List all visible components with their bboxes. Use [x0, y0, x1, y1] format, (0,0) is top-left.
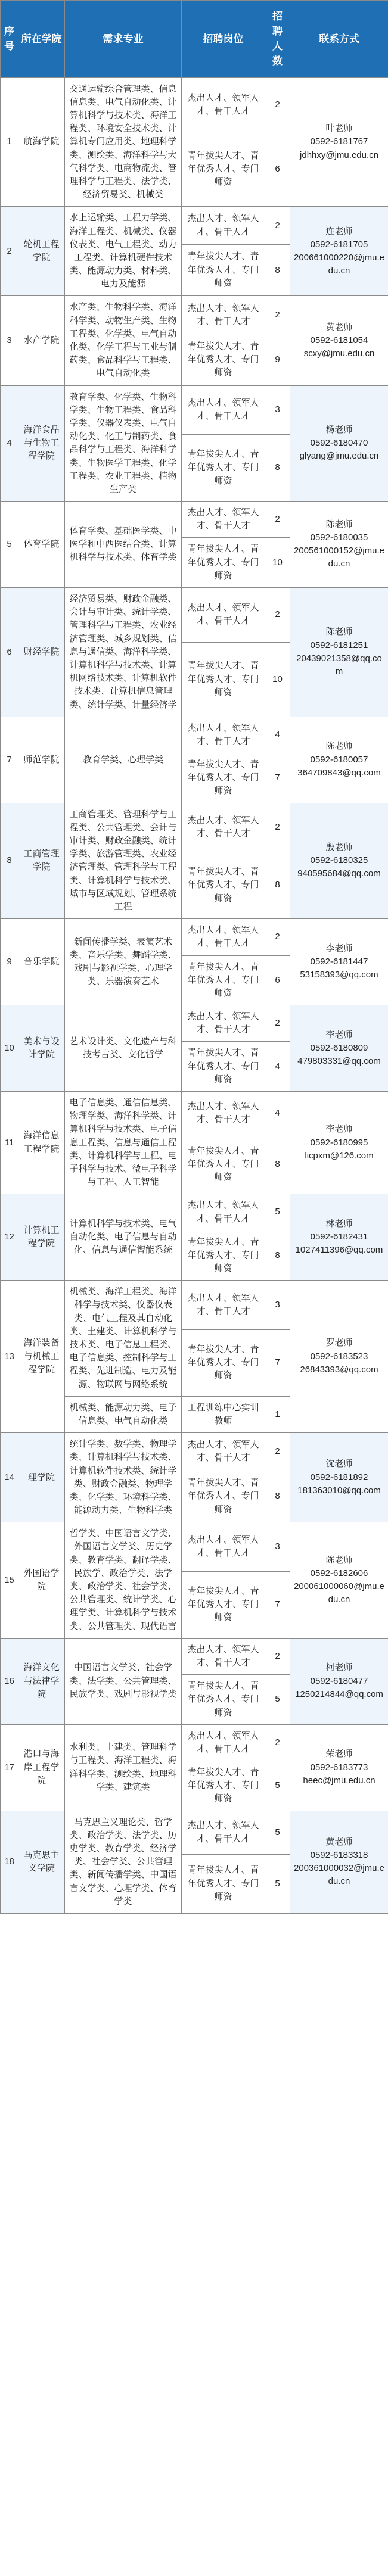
college-name: 财经学院: [18, 588, 65, 717]
position-type: 杰出人才、领军人才、骨干人才: [182, 1005, 265, 1042]
contact-phone: 0592-6180057: [310, 754, 368, 765]
contact-email: jdhhxy@jmu.edu.cn: [300, 149, 378, 160]
contact-email: 53158393@qq.com: [300, 970, 378, 980]
row-number: 8: [1, 803, 18, 919]
table-row: [1, 1092, 388, 1135]
table-row: [1, 385, 388, 434]
table-row: [1, 1638, 388, 1674]
position-type: 青年拔尖人才、青年优秀人才、专门师资: [182, 1329, 265, 1396]
hiring-count: 4: [265, 1042, 290, 1092]
contact-name: 李老师: [325, 1029, 353, 1040]
table-row: [1, 803, 388, 852]
position-type: 杰出人才、领军人才、骨干人才: [182, 77, 265, 132]
row-number: 1: [1, 77, 18, 207]
hiring-count: 1: [265, 1396, 290, 1432]
table-row: [1, 207, 388, 245]
position-type: 杰出人才、领军人才、骨干人才: [182, 296, 265, 334]
contact-phone: 0592-6182606: [310, 1568, 368, 1578]
contact-name: 殷老师: [325, 842, 353, 853]
contact-email: scxy@jmu.edu.cn: [303, 348, 375, 359]
contact-name: 林老师: [325, 1219, 353, 1229]
position-type: 青年拔尖人才、青年优秀人才、专门师资: [182, 1761, 265, 1811]
contact-name: 罗老师: [325, 1338, 353, 1348]
table-header-row: [1, 1, 388, 78]
contact-phone: 0592-6180325: [310, 855, 368, 866]
hiring-count: 8: [265, 1471, 290, 1522]
hiring-count: 8: [265, 1231, 290, 1281]
contact-info: [290, 1811, 388, 1913]
header-college: 所在学院: [18, 1, 65, 78]
college-name: 轮机工程学院: [18, 207, 65, 296]
contact-email: 200361000032@jmu.edu.cn: [293, 1863, 384, 1887]
contact-email: 1250214844@qq.com: [295, 1689, 383, 1699]
position-type: 杰出人才、领军人才、骨干人才: [182, 1433, 265, 1471]
contact-name: 李老师: [325, 943, 353, 954]
contact-email: 940595684@qq.com: [297, 868, 381, 879]
required-majors: 水上运输类、工程力学类、海洋工程类、机械类、仪器仪表类、电气工程类、动力工程类、计算机硬件技术类、能源动力类、材料类、电力及能源: [65, 207, 182, 296]
required-majors: 教育学类、化学类、生物科学类、生物工程类、食品科学类、仪器仪表类、电气自动化类、化工与制药类、食品科学与工程类、海洋科学类、生物医学工程类、化学工程类、农业工程类、植物生产类: [65, 385, 182, 502]
position-type: 杰出人才、领军人才、骨干人才: [182, 1281, 265, 1329]
contact-email: 200661000220@jmu.edu.cn: [293, 252, 384, 276]
hiring-count: 10: [265, 642, 290, 717]
college-name: 工商管理学院: [18, 803, 65, 919]
contact-name: 黄老师: [325, 1836, 353, 1847]
hiring-count: 4: [265, 717, 290, 753]
header-no: 序号: [1, 1, 18, 78]
contact-phone: 0592-6183773: [310, 1762, 368, 1773]
contact-name: 陈老师: [325, 519, 353, 529]
hiring-count: 5: [265, 1675, 290, 1725]
contact-name: 杨老师: [325, 425, 353, 435]
position-type: 工程训练中心实训教师: [182, 1396, 265, 1432]
required-majors: 教育学类、心理学类: [65, 717, 182, 803]
contact-info: [290, 1281, 388, 1433]
contact-name: 陈老师: [325, 741, 353, 752]
contact-email: 26843393@qq.com: [300, 1364, 378, 1375]
row-number: 11: [1, 1092, 18, 1194]
hiring-count: 2: [265, 1005, 290, 1042]
hiring-count: 2: [265, 1433, 290, 1471]
position-type: 杰出人才、领军人才、骨干人才: [182, 1092, 265, 1135]
required-majors: 工商管理类、管理科学与工程类、公共管理类、会计与审计类、财政金融类、统计学类、旅游管理类、农业经济管理类、管理科学与工程类、计算机科学与技术类、城市与区域规划、管理系统工程: [65, 803, 182, 919]
table-row: [1, 502, 388, 538]
contact-info: [290, 1724, 388, 1811]
row-number: 4: [1, 385, 18, 502]
hiring-count: 10: [265, 538, 290, 588]
college-name: 海洋信息工程学院: [18, 1092, 65, 1194]
table-row: [1, 588, 388, 643]
contact-email: 479803331@qq.com: [297, 1056, 381, 1067]
contact-email: 200561000152@jmu.edu.cn: [293, 546, 384, 569]
required-majors: 计算机科学与技术类、电气自动化类、电子信息与自动化、信息与通信智能系统: [65, 1194, 182, 1281]
college-name: 海洋装备与机械工程学院: [18, 1281, 65, 1433]
table-row: [1, 919, 388, 955]
hiring-count: 5: [265, 1811, 290, 1854]
row-number: 18: [1, 1811, 18, 1913]
contact-name: 连老师: [325, 226, 353, 236]
contact-info: [290, 1638, 388, 1724]
contact-email: 20439021358@qq.com: [296, 653, 382, 677]
table-row: [1, 1433, 388, 1471]
required-majors: 机械类、能源动力类、电子信息类、电气自动化类: [65, 1396, 182, 1432]
contact-info: [290, 1522, 388, 1639]
row-number: 10: [1, 1005, 18, 1092]
required-majors: 交通运输综合管理类、信息信息类、电气自动化类、计算机科学与技术类、海洋工程类、环境安全技术类、计算机专门应用类、地理科学类、测绘类、海洋科学与大气科学类、电商物流类、管理科学与工程类、法学类、经济贸易类、机械类: [65, 77, 182, 207]
row-number: 13: [1, 1281, 18, 1433]
table-row: [1, 1811, 388, 1854]
contact-info: [290, 803, 388, 919]
contact-info: [290, 207, 388, 296]
table-row: [1, 717, 388, 753]
required-majors: 体育学类、基础医学类、中医学和中西医结合类、计算机科学与技术类、体育学类: [65, 502, 182, 588]
contact-phone: 0592-6183523: [310, 1351, 368, 1362]
contact-info: [290, 717, 388, 803]
table-row: [1, 1005, 388, 1042]
position-type: 杰出人才、领军人才、骨干人才: [182, 1522, 265, 1571]
row-number: 5: [1, 502, 18, 588]
contact-phone: 0592-6181892: [310, 1472, 368, 1482]
position-type: 青年拔尖人才、青年优秀人才、专门师资: [182, 753, 265, 803]
header-contact: 联系方式: [290, 1, 388, 78]
required-majors: 电子信息类、通信信息类、物理学类、海洋科学类、计算机科学与技术类、电子信息工程类、信息与通信工程类、计算机科学与工程、电子科学与技术、微电子科学与工程、人工智能: [65, 1092, 182, 1194]
contact-name: 叶老师: [325, 123, 353, 134]
position-type: 杰出人才、领军人才、骨干人才: [182, 1811, 265, 1854]
row-number: 16: [1, 1638, 18, 1724]
contact-phone: 0592-6180995: [310, 1137, 368, 1148]
row-number: 3: [1, 296, 18, 385]
hiring-count: 7: [265, 1571, 290, 1638]
position-type: 杰出人才、领军人才、骨干人才: [182, 717, 265, 753]
hiring-count: 3: [265, 385, 290, 434]
position-type: 杰出人才、领军人才、骨干人才: [182, 385, 265, 434]
contact-phone: 0592-6180809: [310, 1042, 368, 1053]
hiring-count: 2: [265, 919, 290, 955]
contact-info: [290, 77, 388, 207]
hiring-count: 2: [265, 588, 290, 643]
table-row: [1, 1724, 388, 1761]
college-name: 师范学院: [18, 717, 65, 803]
contact-info: [290, 1194, 388, 1281]
contact-phone: 0592-6182431: [310, 1232, 368, 1242]
hiring-count: 8: [265, 434, 290, 501]
contact-name: 陈老师: [325, 1555, 353, 1565]
table-row: [1, 1194, 388, 1231]
contact-phone: 0592-6181447: [310, 957, 368, 967]
college-name: 美术与设计学院: [18, 1005, 65, 1092]
hiring-count: 2: [265, 502, 290, 538]
position-type: 青年拔尖人才、青年优秀人才、专门师资: [182, 642, 265, 717]
row-number: 9: [1, 919, 18, 1005]
position-type: 青年拔尖人才、青年优秀人才、专门师资: [182, 1135, 265, 1194]
hiring-count: 5: [265, 1761, 290, 1811]
contact-phone: 0592-6181705: [310, 239, 368, 250]
contact-phone: 0592-6181251: [310, 640, 368, 650]
hiring-count: 3: [265, 1281, 290, 1329]
contact-name: 李老师: [325, 1124, 353, 1135]
position-type: 青年拔尖人才、青年优秀人才、专门师资: [182, 955, 265, 1005]
position-type: 青年拔尖人才、青年优秀人才、专门师资: [182, 1231, 265, 1281]
hiring-count: 7: [265, 753, 290, 803]
header-count: 招聘人数: [265, 1, 290, 78]
row-number: 14: [1, 1433, 18, 1522]
contact-name: 柯老师: [325, 1662, 353, 1673]
header-position: 招聘岗位: [182, 1, 265, 78]
contact-email: heec@jmu.edu.cn: [303, 1775, 375, 1786]
contact-email: 181363010@qq.com: [297, 1485, 381, 1496]
required-majors: 经济贸易类、财政金融类、会计与审计类、统计学类、管理科学与工程类、农业经济管理类、城乡规划类、信息与通信类、海洋科学类、计算机科学与技术类、计算机网络技术类、计算机软件技术类、计算机信息管理类、统计学类、计量经济学: [65, 588, 182, 717]
contact-phone: 0592-6181054: [310, 335, 368, 345]
required-majors: 新闻传播学类、表演艺术类、音乐学类、舞蹈学类、戏剧与影视学类、心理学类、乐器演奏艺术: [65, 919, 182, 1005]
position-type: 杰出人才、领军人才、骨干人才: [182, 919, 265, 955]
position-type: 杰出人才、领军人才、骨干人才: [182, 1638, 265, 1674]
table-row: [1, 296, 388, 334]
hiring-count: 5: [265, 1854, 290, 1913]
required-majors: 中国语言文学类、社会学类、法学类、公共管理类、民族学类、戏剧与影视学类: [65, 1638, 182, 1724]
hiring-count: 2: [265, 803, 290, 852]
college-name: 音乐学院: [18, 919, 65, 1005]
hiring-count: 2: [265, 207, 290, 245]
hiring-count: 4: [265, 1092, 290, 1135]
row-number: 2: [1, 207, 18, 296]
contact-info: [290, 588, 388, 717]
contact-info: [290, 385, 388, 502]
row-number: 15: [1, 1522, 18, 1639]
required-majors: 统计学类、数学类、物理学类、计算机科学与技术类、计算机软件技术类、统计学类、财政金融类、物理学类、化学类、环境科学类、能源动力类、生物科学类: [65, 1433, 182, 1522]
position-type: 青年拔尖人才、青年优秀人才、专门师资: [182, 1675, 265, 1725]
contact-info: [290, 1092, 388, 1194]
required-majors: 马克思主义理论类、哲学类、政治学类、法学类、历史学类、教育学类、经济学类、社会学类、公共管理类、新闻传播学类、中国语言文学类、心理学类、体育学类: [65, 1811, 182, 1913]
position-type: 青年拔尖人才、青年优秀人才、专门师资: [182, 244, 265, 296]
contact-phone: 0592-6181767: [310, 136, 368, 147]
position-type: 青年拔尖人才、青年优秀人才、专门师资: [182, 1854, 265, 1913]
contact-email: 200061000060@jmu.edu.cn: [293, 1581, 384, 1605]
required-majors: 哲学类、中国语言文学类、外国语言文学类、历史学类、教育学类、翻译学类、民族学、政治学类、法学类、政治学类、社会学类、公共管理类、统计学类、心理学类、计算机科学与技术类、公共管理类、现代语言: [65, 1522, 182, 1639]
college-name: 计算机工程学院: [18, 1194, 65, 1281]
hiring-count: 2: [265, 1724, 290, 1761]
college-name: 体育学院: [18, 502, 65, 588]
contact-phone: 0592-6180035: [310, 532, 368, 543]
position-type: 青年拔尖人才、青年优秀人才、专门师资: [182, 334, 265, 386]
college-name: 外国语学院: [18, 1522, 65, 1639]
position-type: 青年拔尖人才、青年优秀人才、专门师资: [182, 1471, 265, 1522]
table-body: [1, 77, 388, 1913]
college-name: 海洋食品与生物工程学院: [18, 385, 65, 502]
contact-info: [290, 919, 388, 1005]
row-number: 7: [1, 717, 18, 803]
college-name: 港口与海岸工程学院: [18, 1724, 65, 1811]
hiring-count: 5: [265, 1194, 290, 1231]
contact-name: 沈老师: [325, 1459, 353, 1469]
contact-email: 364709843@qq.com: [297, 767, 381, 778]
contact-info: [290, 1005, 388, 1092]
position-type: 青年拔尖人才、青年优秀人才、专门师资: [182, 132, 265, 207]
college-name: 海洋文化与法律学院: [18, 1638, 65, 1724]
contact-info: [290, 502, 388, 588]
hiring-count: 9: [265, 334, 290, 386]
hiring-count: 7: [265, 1329, 290, 1396]
contact-name: 黄老师: [325, 322, 353, 332]
required-majors: 机械类、海洋工程类、海洋科学与技术类、仪器仪表类、电气工程及其自动化类、土建类、计算机科学与技术类、电子信息工程类、电子信息类、控制科学与工程类、先进制造、电力及能源、物联网与网络系统: [65, 1281, 182, 1397]
position-type: 青年拔尖人才、青年优秀人才、专门师资: [182, 434, 265, 501]
row-number: 6: [1, 588, 18, 717]
row-number: 17: [1, 1724, 18, 1811]
required-majors: 艺术设计类、文化遗产与科技考古类、文化哲学: [65, 1005, 182, 1092]
position-type: 杰出人才、领军人才、骨干人才: [182, 502, 265, 538]
contact-info: [290, 296, 388, 385]
contact-email: licpxm@126.com: [305, 1150, 374, 1161]
table-row: [1, 77, 388, 132]
contact-name: 陈老师: [325, 627, 353, 637]
row-number: 12: [1, 1194, 18, 1281]
hiring-count: 2: [265, 1638, 290, 1674]
table-row: [1, 1522, 388, 1571]
college-name: 理学院: [18, 1433, 65, 1522]
hiring-count: 6: [265, 132, 290, 207]
required-majors: 水利类、土建类、管理科学与工程类、海洋工程类、海洋科学类、测绘类、地理科学类、建筑类: [65, 1724, 182, 1811]
position-type: 杰出人才、领军人才、骨干人才: [182, 1194, 265, 1231]
college-name: 水产学院: [18, 296, 65, 385]
hiring-count: 2: [265, 77, 290, 132]
hiring-count: 6: [265, 955, 290, 1005]
hiring-count: 8: [265, 1135, 290, 1194]
required-majors: 水产类、生物科学类、海洋科学类、动物生产类、生物工程类、化学类、电气自动化类、化学工程与工业与制药类、食品科学与工程类、电气自动化类: [65, 296, 182, 385]
college-name: 马克思主义学院: [18, 1811, 65, 1913]
position-type: 杰出人才、领军人才、骨干人才: [182, 803, 265, 852]
hiring-count: 2: [265, 296, 290, 334]
contact-email: glyang@jmu.edu.cn: [299, 451, 379, 462]
hiring-count: 8: [265, 244, 290, 296]
contact-email: 1027411396@qq.com: [295, 1245, 383, 1256]
hiring-count: 8: [265, 852, 290, 918]
contact-info: [290, 1433, 388, 1522]
hiring-count: 3: [265, 1522, 290, 1571]
college-name: 航海学院: [18, 77, 65, 207]
header-major: 需求专业: [65, 1, 182, 78]
position-type: 杰出人才、领军人才、骨干人才: [182, 588, 265, 643]
position-type: 杰出人才、领军人才、骨干人才: [182, 1724, 265, 1761]
contact-phone: 0592-6180470: [310, 438, 368, 448]
position-type: 青年拔尖人才、青年优秀人才、专门师资: [182, 1042, 265, 1092]
position-type: 青年拔尖人才、青年优秀人才、专门师资: [182, 538, 265, 588]
contact-name: 荣老师: [325, 1749, 353, 1759]
position-type: 青年拔尖人才、青年优秀人才、专门师资: [182, 1571, 265, 1638]
table-row: [1, 1281, 388, 1329]
position-type: 青年拔尖人才、青年优秀人才、专门师资: [182, 852, 265, 918]
contact-phone: 0592-6180477: [310, 1675, 368, 1686]
contact-phone: 0592-6183318: [310, 1850, 368, 1861]
position-type: 杰出人才、领军人才、骨干人才: [182, 207, 265, 245]
